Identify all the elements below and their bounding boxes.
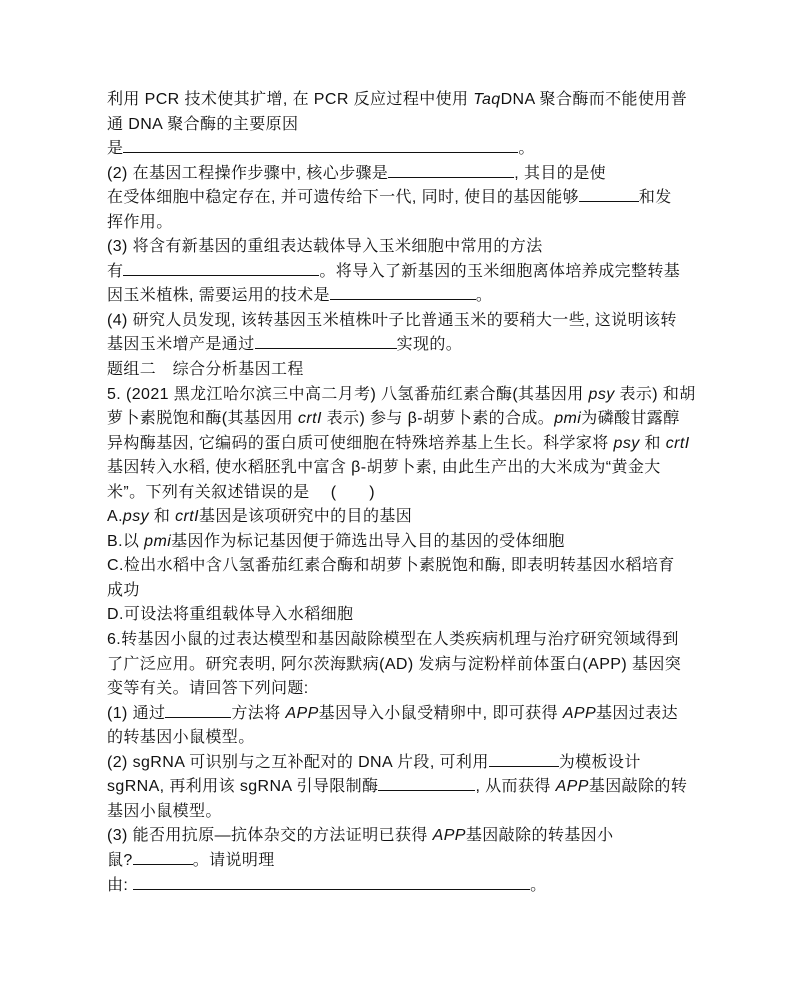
- q4-part2-text: 挥作用。: [107, 213, 173, 231]
- answer-blank: [133, 875, 530, 890]
- q4-part3-text: 因玉米植株, 需要运用的技术是: [107, 287, 330, 305]
- answer-blank: [255, 334, 397, 349]
- q6-text: 变等有关。请回答下列问题:: [107, 680, 309, 698]
- q5-stem-line3: [107, 432, 696, 457]
- q5-text: 和: [639, 434, 666, 452]
- italic-term-crti: crtI: [175, 508, 199, 526]
- q4-part1-text: 通 DNA 聚合酶的主要原因: [107, 115, 299, 133]
- q5-option-d: [107, 603, 696, 628]
- q6-part1-text: 的转基因小鼠模型。: [107, 729, 255, 747]
- q6-part2-text: , 从而获得: [475, 778, 556, 796]
- q5-stem-line4: [107, 456, 696, 481]
- q6-stem-line2: [107, 653, 696, 678]
- q4-part1-line2: [107, 113, 696, 138]
- q4-part4-text: 实现的。: [396, 336, 463, 354]
- option-label: A.: [107, 508, 123, 526]
- q6-text: 了广泛应用。研究表明, 阿尔茨海默病(AD) 发病与淀粉样前体蛋白(APP) 基因突: [107, 655, 682, 673]
- q4-part4-text: 基因玉米增产是通过: [107, 336, 255, 354]
- q5-text: 基因转入水稻, 使水稻胚乳中富含 β-胡萝卜素, 由此生产出的大米成为“黄金大: [107, 459, 661, 477]
- q6-part2-text: sgRNA, 再利用该 sgRNA 引导限制酶: [107, 778, 379, 796]
- option-text: 成功: [107, 581, 140, 599]
- option-text: 以: [122, 532, 145, 550]
- group2-heading: [107, 358, 696, 383]
- option-text: 基因是该项研究中的目的基因: [198, 508, 413, 526]
- q6-part2-line2: [107, 775, 696, 800]
- q6-stem-line1: [107, 628, 696, 653]
- q4-part2-text: , 其目的是使: [514, 164, 606, 182]
- q6-part3-line1: [107, 824, 696, 849]
- q5-stem-line5: [107, 481, 696, 506]
- answer-blank: [123, 261, 319, 276]
- q4-part2-text: 在受体细胞中稳定存在, 并可遗传给下一代, 同时, 使目的基因能够: [107, 189, 579, 207]
- q6-part3-text: 。请说明理: [192, 851, 275, 869]
- q6-part3-text: 。: [530, 876, 547, 894]
- q5-stem-line2: [107, 407, 696, 432]
- q5-option-c-line1: [107, 554, 696, 579]
- q4-part4-text: (4) 研究人员发现, 该转基因玉米植株叶子比普通玉米的要稍大一些, 这说明该转: [107, 311, 677, 329]
- italic-term-psy: psy: [588, 385, 615, 403]
- option-label: B.: [107, 532, 123, 550]
- q4-part2-line1: [107, 162, 696, 187]
- italic-term-psy: psy: [613, 434, 640, 452]
- q4-part3-line1: [107, 235, 696, 260]
- answer-blank: [489, 752, 559, 767]
- q4-part3-text: (3) 将含有新基因的重组表达载体导入玉米细胞中常用的方法: [107, 238, 543, 256]
- q4-part2-text: 和发: [638, 189, 672, 207]
- q4-part3-text: 。: [475, 287, 493, 305]
- q6-part1-line1: [107, 702, 696, 727]
- q4-part3-line2: [107, 260, 696, 285]
- italic-term-pmi: pmi: [554, 410, 582, 428]
- option-text: 可设法将重组载体导入水稻细胞: [123, 606, 354, 624]
- answer-blank: [330, 285, 476, 300]
- answer-blank: [165, 703, 231, 718]
- q5-option-b: [107, 530, 696, 555]
- q6-part3-text: 基因敲除的转基因小: [465, 827, 614, 845]
- q4-part1-line1: [107, 88, 696, 113]
- q4-part2-line3: [107, 211, 696, 236]
- q6-part2-text: (2) sgRNA 可识别与之互补配对的 DNA 片段, 可利用: [107, 753, 489, 771]
- q5-option-a: [107, 505, 696, 530]
- q5-text: 表示) 和胡: [614, 385, 696, 403]
- italic-term-app: APP: [555, 778, 589, 796]
- q5-text: 米”。下列有关叙述错误的是 ( ): [107, 483, 376, 501]
- q4-part1-text: 。: [518, 140, 535, 158]
- q4-part1-text: 是: [107, 140, 124, 158]
- q5-text: 5. (2021 黑龙江哈尔滨三中高二月考) 八氢番茄红素合酶(其基因用: [107, 385, 589, 403]
- answer-blank: [123, 138, 518, 153]
- q6-part3-line2: [107, 849, 696, 874]
- italic-term-app: APP: [432, 827, 466, 845]
- q4-part1-line3: [107, 137, 696, 162]
- q6-part2-text: 为模板设计: [558, 753, 641, 771]
- q4-part2-line2: [107, 186, 696, 211]
- q5-text: 异构酶基因, 它编码的蛋白质可使细胞在特殊培养基上生长。科学家将: [107, 434, 614, 452]
- q6-part2-text: 基因敲除的转: [588, 778, 688, 796]
- q5-stem-line1: [107, 383, 696, 408]
- section-heading: 题组二 综合分析基因工程: [107, 361, 304, 379]
- q5-text: 萝卜素脱饱和酶(其基因用: [107, 410, 298, 428]
- q6-part2-text: 基因小鼠模型。: [107, 802, 222, 820]
- q4-part4-line2: [107, 333, 696, 358]
- q4-part1-text: 利用 PCR 技术使其扩增, 在 PCR 反应过程中使用: [107, 91, 474, 108]
- italic-term-app: APP: [285, 704, 319, 722]
- q6-part1-text: 基因过表达: [596, 704, 679, 722]
- q6-part1-text: 方法将: [231, 704, 286, 722]
- q6-part1-text: 基因导入小鼠受精卵中, 即可获得: [318, 704, 563, 722]
- italic-term-pmi: pmi: [144, 532, 172, 550]
- q4-part1-text: DNA 聚合酶而不能使用普: [500, 91, 688, 108]
- answer-blank: [388, 163, 514, 178]
- q4-part4-line1: [107, 309, 696, 334]
- q4-part3-text: 有: [107, 262, 124, 280]
- italic-term-app: APP: [562, 704, 597, 722]
- answer-blank: [579, 187, 639, 202]
- q5-text: 表示) 参与 β-胡萝卜素的合成。: [321, 410, 555, 428]
- q5-option-c-line2: [107, 579, 696, 604]
- option-label: C.: [107, 557, 124, 575]
- option-text: 基因作为标记基因便于筛选出导入目的基因的受体细胞: [171, 532, 565, 550]
- q6-stem-line3: [107, 677, 696, 702]
- q6-part3-line3: [107, 874, 696, 899]
- italic-term-taq: Taq: [473, 91, 501, 108]
- q6-part1-text: (1) 通过: [107, 704, 166, 722]
- q4-part3-text: 。将导入了新基因的玉米细胞离体培养成完整转基: [319, 262, 681, 280]
- option-label: D.: [107, 606, 124, 624]
- q6-part3-text: 鼠?: [107, 851, 133, 869]
- italic-term-crti: crtI: [297, 410, 322, 428]
- italic-term-crti: crtI: [665, 434, 690, 452]
- q5-text: 为磷酸甘露醇: [581, 410, 680, 428]
- document-body: [107, 88, 696, 898]
- q6-part2-line3: [107, 800, 696, 825]
- q4-part2-text: (2) 在基因工程操作步骤中, 核心步骤是: [107, 164, 389, 182]
- q6-text: 6.转基因小鼠的过表达模型和基因敲除模型在人类疾病机理与治疗研究领域得到: [107, 631, 679, 649]
- answer-blank: [133, 850, 193, 865]
- option-text: 检出水稻中含八氢番茄红素合酶和胡萝卜素脱饱和酶, 即表明转基因水稻培育: [123, 557, 675, 575]
- q6-part2-line1: [107, 751, 696, 776]
- q6-part1-line2: [107, 726, 696, 751]
- option-text: 和: [149, 508, 176, 526]
- italic-term-psy: psy: [122, 508, 150, 526]
- q6-part3-text: 由:: [107, 876, 134, 894]
- answer-blank: [378, 776, 475, 791]
- q4-part3-line3: [107, 284, 696, 309]
- q6-part3-text: (3) 能否用抗原—抗体杂交的方法证明已获得: [107, 827, 433, 845]
